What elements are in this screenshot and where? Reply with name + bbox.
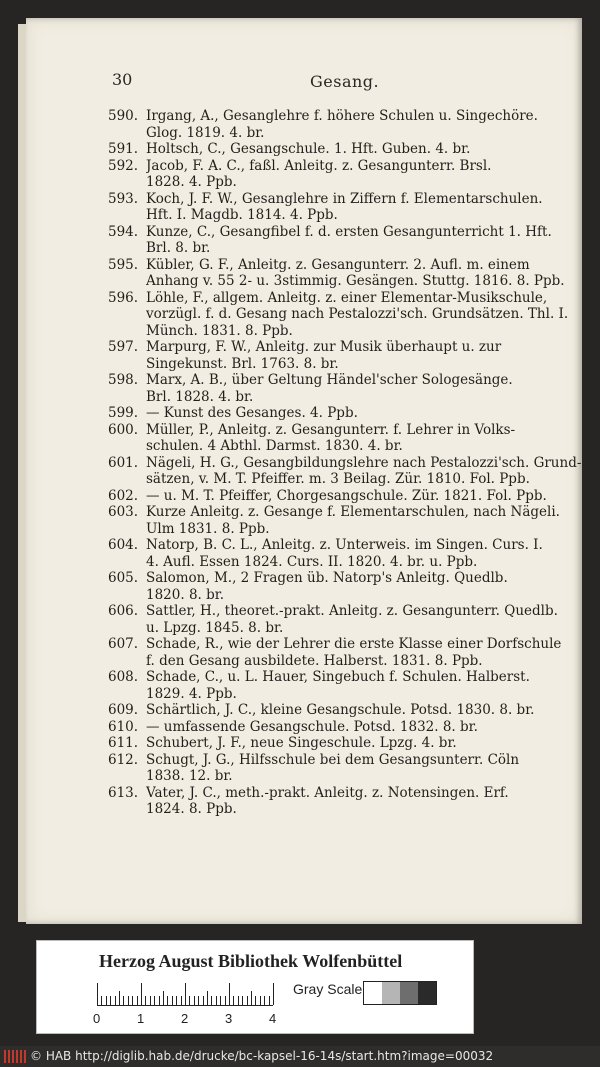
ruler-tick [225, 996, 226, 1005]
ruler-tick [132, 996, 133, 1005]
entry-text-line: Kurze Anleitg. z. Gesange f. Elementarschulen, nach Nägeli. [146, 504, 560, 520]
ruler-tick [150, 996, 151, 1005]
ruler-tick [194, 996, 195, 1005]
entry-number: 610. [108, 718, 139, 735]
entry-number: 607. [108, 636, 139, 652]
entry-text-line: 4. Aufl. Essen 1824. Curs. II. 1820. 4. br. u. Ppb. [146, 553, 478, 570]
entry-text-line: Müller, P., Anleitg. z. Gesangunterr. f. Lehrer in Volks- [146, 421, 516, 438]
entry-text-line: Löhle, F., allgem. Anleitg. z. einer Elementar-Musikschule, [146, 289, 548, 306]
entry-text-line: Kübler, G. F., Anleitg. z. Gesangunterr. 2. Aufl. m. einem [146, 256, 530, 273]
ruler-tick [229, 983, 230, 1005]
entry-598 [108, 372, 548, 405]
entry-number: 590. [108, 108, 139, 124]
page-heading: Gesang. [310, 72, 380, 91]
gray-swatch [382, 982, 400, 1004]
entry-text-line: Holtsch, C., Gesangschule. 1. Hft. Guben. 4. br. [146, 141, 471, 157]
entry-text-line: Koch, J. F. W., Gesanglehre in Ziffern f. Elementarschulen. [146, 190, 543, 207]
entry-612 [108, 752, 548, 785]
entry-number: 599. [108, 405, 139, 421]
ruler-tick [123, 996, 124, 1005]
entry-text-line: 1838. 12. br. [146, 768, 233, 784]
entry-text-line: Schade, C., u. L. Hauer, Singebuch f. Schulen. Halberst. [146, 669, 530, 685]
entry-number: 600. [108, 421, 139, 438]
entry-number: 603. [108, 504, 139, 520]
ruler-tick [269, 996, 270, 1005]
entry-text-line: Kunze, C., Gesangfibel f. d. ersten Gesangunterricht 1. Hft. [146, 223, 552, 240]
entry-number: 598. [108, 372, 139, 388]
entry-text-line: Marx, A. B., über Geltung Händel'scher Sologesänge. [146, 372, 513, 388]
ruler-tick [159, 996, 160, 1005]
ruler-tick [128, 996, 129, 1005]
ruler-tick [185, 983, 186, 1005]
entry-text-line: sätzen, v. M. T. Pfeiffer. m. 3 Beilag. Zür. 1810. Fol. Ppb. [146, 471, 530, 487]
entry-text-line: Marpurg, F. W., Anleitg. zur Musik überhaupt u. zur [146, 339, 502, 355]
entry-text-line: schulen. 4 Abthl. Darmst. 1830. 4. br. [146, 438, 403, 454]
entry-text-line: Schubert, J. F., neue Singeschule. Lpzg. 4. br. [146, 735, 457, 751]
entry-number: 611. [108, 735, 139, 751]
entry-606 [108, 603, 558, 636]
entry-number: 593. [108, 190, 139, 207]
ruler-tick [176, 996, 177, 1005]
entry-text-line: Schugt, J. G., Hilfsschule bei dem Gesangsunterr. Cöln [146, 751, 520, 768]
ruler-tick [216, 996, 217, 1005]
entry-611 [108, 735, 548, 752]
entry-number: 613. [108, 784, 139, 801]
entry-603 [108, 504, 560, 537]
entry-610 [108, 719, 548, 736]
entry-text-line: Hft. I. Magdb. 1814. 4. Ppb. [146, 207, 338, 223]
ruler-tick [238, 996, 239, 1005]
ruler-tick [172, 996, 173, 1005]
entry-text-line: Salomon, M., 2 Fragen üb. Natorp's Anleitg. Quedlb. [146, 570, 508, 586]
ruler-tick [97, 983, 98, 1005]
entry-text-line: — Kunst des Gesanges. 4. Ppb. [146, 405, 358, 421]
gray-swatch [400, 982, 418, 1004]
ruler-tick [247, 996, 248, 1005]
entry-text-line: Schade, R., wie der Lehrer die erste Klasse einer Dorfschule [146, 636, 562, 652]
entry-text-line: u. Lpzg. 1845. 8. br. [146, 619, 284, 636]
ruler-tick [198, 996, 199, 1005]
library-name: Herzog August Bibliothek Wolfenbüttel [99, 951, 403, 971]
entry-595 [108, 256, 565, 290]
entry-number: 602. [108, 487, 139, 504]
entry-600 [108, 422, 548, 455]
entry-number: 597. [108, 339, 139, 355]
ruler-label: 2 [181, 1011, 189, 1026]
entry-591 [108, 141, 548, 158]
entry-text-line: 1828. 4. Ppb. [146, 174, 237, 190]
entry-604 [108, 537, 548, 570]
ruler-tick [106, 996, 107, 1005]
entry-text-line: Anhang v. 55 2- u. 3stimmig. Gesängen. Stuttg. 1816. 8. Ppb. [146, 273, 565, 289]
entry-text-line: Ulm 1831. 8. Ppb. [146, 520, 270, 537]
entry-text-line: vorzügl. f. d. Gesang nach Pestalozzi'sch. Grundsätzen. Thl. I. [146, 306, 569, 322]
ruler-tick [207, 991, 208, 1005]
ruler-label: 0 [93, 1011, 101, 1026]
entry-613 [108, 785, 548, 818]
ruler-tick [141, 983, 142, 1005]
entry-number: 594. [108, 223, 139, 240]
entry-text-line: Brl. 1828. 4. br. [146, 388, 254, 405]
entry-number: 604. [108, 537, 139, 553]
entry-599 [108, 405, 548, 422]
gray-scale-label: Gray Scale [293, 981, 363, 997]
entry-text-line: Singekunst. Brl. 1763. 8. br. [146, 355, 339, 372]
ruler-tick [233, 996, 234, 1005]
entry-text-line: Schärtlich, J. C., kleine Gesangschule. Potsd. 1830. 8. br. [146, 702, 535, 718]
page-number: 30 [112, 70, 133, 89]
entry-text-line: Brl. 8. br. [146, 240, 211, 256]
ruler-tick [255, 996, 256, 1005]
hab-logo-icon [4, 1050, 26, 1063]
ruler-tick [264, 996, 265, 1005]
gray-swatch [364, 982, 382, 1004]
entry-text-line: — u. M. T. Pfeiffer, Chorgesangschule. Zür. 1821. Fol. Ppb. [146, 487, 547, 504]
gray-scale-swatches [363, 981, 437, 1005]
entry-text-line: Jacob, F. A. C., faßl. Anleitg. z. Gesangunterr. Brsl. [146, 157, 492, 174]
entry-text-line: 1820. 8. br. [146, 586, 225, 603]
entry-596 [108, 289, 569, 340]
gray-swatch [418, 982, 436, 1004]
entry-605 [108, 570, 548, 603]
entry-number: 596. [108, 289, 139, 306]
entry-number: 609. [108, 702, 139, 718]
ruler-tick [189, 996, 190, 1005]
ruler-tick [203, 996, 204, 1005]
ruler-tick [101, 996, 102, 1005]
ruler-tick [167, 996, 168, 1005]
entry-number: 592. [108, 157, 139, 174]
entry-text-line: Natorp, B. C. L., Anleitg. z. Unterweis. im Singen. Curs. I. [146, 537, 543, 553]
entry-608 [108, 669, 548, 702]
entry-593 [108, 191, 548, 224]
entry-590 [108, 108, 548, 141]
entry-text-line: 1824. 8. Ppb. [146, 801, 237, 817]
ruler-tick [145, 996, 146, 1005]
entry-number: 591. [108, 141, 139, 157]
ruler-label: 1 [137, 1011, 145, 1026]
ruler-tick [119, 991, 120, 1005]
entry-601 [108, 454, 582, 488]
ruler-tick [242, 996, 243, 1005]
ruler-tick [251, 991, 252, 1005]
entry-607 [108, 636, 562, 669]
entry-number: 608. [108, 669, 139, 685]
entry-text-line: Irgang, A., Gesanglehre f. höhere Schulen u. Singechöre. [146, 108, 538, 124]
entry-594 [108, 223, 552, 257]
entry-text-line: Glog. 1819. 4. br. [146, 124, 265, 141]
ruler-tick [260, 996, 261, 1005]
entry-609 [108, 702, 548, 719]
ruler-label: 3 [225, 1011, 233, 1026]
entry-text-line: f. den Gesang ausbildete. Halberst. 1831. 8. Ppb. [146, 652, 483, 669]
centimeter-ruler [97, 983, 273, 1006]
ruler-tick [220, 996, 221, 1005]
entry-592 [108, 158, 548, 191]
entry-text-line: Sattler, H., theoret.-prakt. Anleitg. z. Gesangunterr. Quedlb. [146, 603, 558, 619]
entry-602 [108, 488, 548, 505]
bibliography-list [108, 108, 582, 818]
ruler-tick [137, 996, 138, 1005]
ruler-tick [211, 996, 212, 1005]
entry-text-line: Nägeli, H. G., Gesangbildungslehre nach Pestalozzi'sch. Grund- [146, 454, 582, 471]
ruler-tick [181, 996, 182, 1005]
ruler-tick [273, 983, 274, 1005]
footer-copyright-link[interactable]: © HAB http://diglib.hab.de/drucke/bc-kapsel-16-14s/start.htm?image=00032 [30, 1049, 494, 1063]
ruler-tick [154, 996, 155, 1005]
ruler-label: 4 [269, 1011, 277, 1026]
entry-number: 612. [108, 751, 139, 768]
entry-number: 601. [108, 454, 139, 471]
ruler-tick [110, 996, 111, 1005]
entry-number: 606. [108, 603, 139, 619]
ruler-tick [115, 996, 116, 1005]
scale-card [36, 940, 474, 1034]
ruler-tick [163, 991, 164, 1005]
footer-bar [0, 1046, 600, 1067]
entry-text-line: — umfassende Gesangschule. Potsd. 1832. 8. br. [146, 718, 478, 735]
entry-number: 605. [108, 570, 139, 586]
entry-text-line: 1829. 4. Ppb. [146, 685, 237, 702]
entry-597 [108, 339, 548, 372]
entry-text-line: Münch. 1831. 8. Ppb. [146, 322, 293, 339]
entry-number: 595. [108, 256, 139, 273]
entry-text-line: Vater, J. C., meth.-prakt. Anleitg. z. Notensingen. Erf. [146, 784, 509, 801]
